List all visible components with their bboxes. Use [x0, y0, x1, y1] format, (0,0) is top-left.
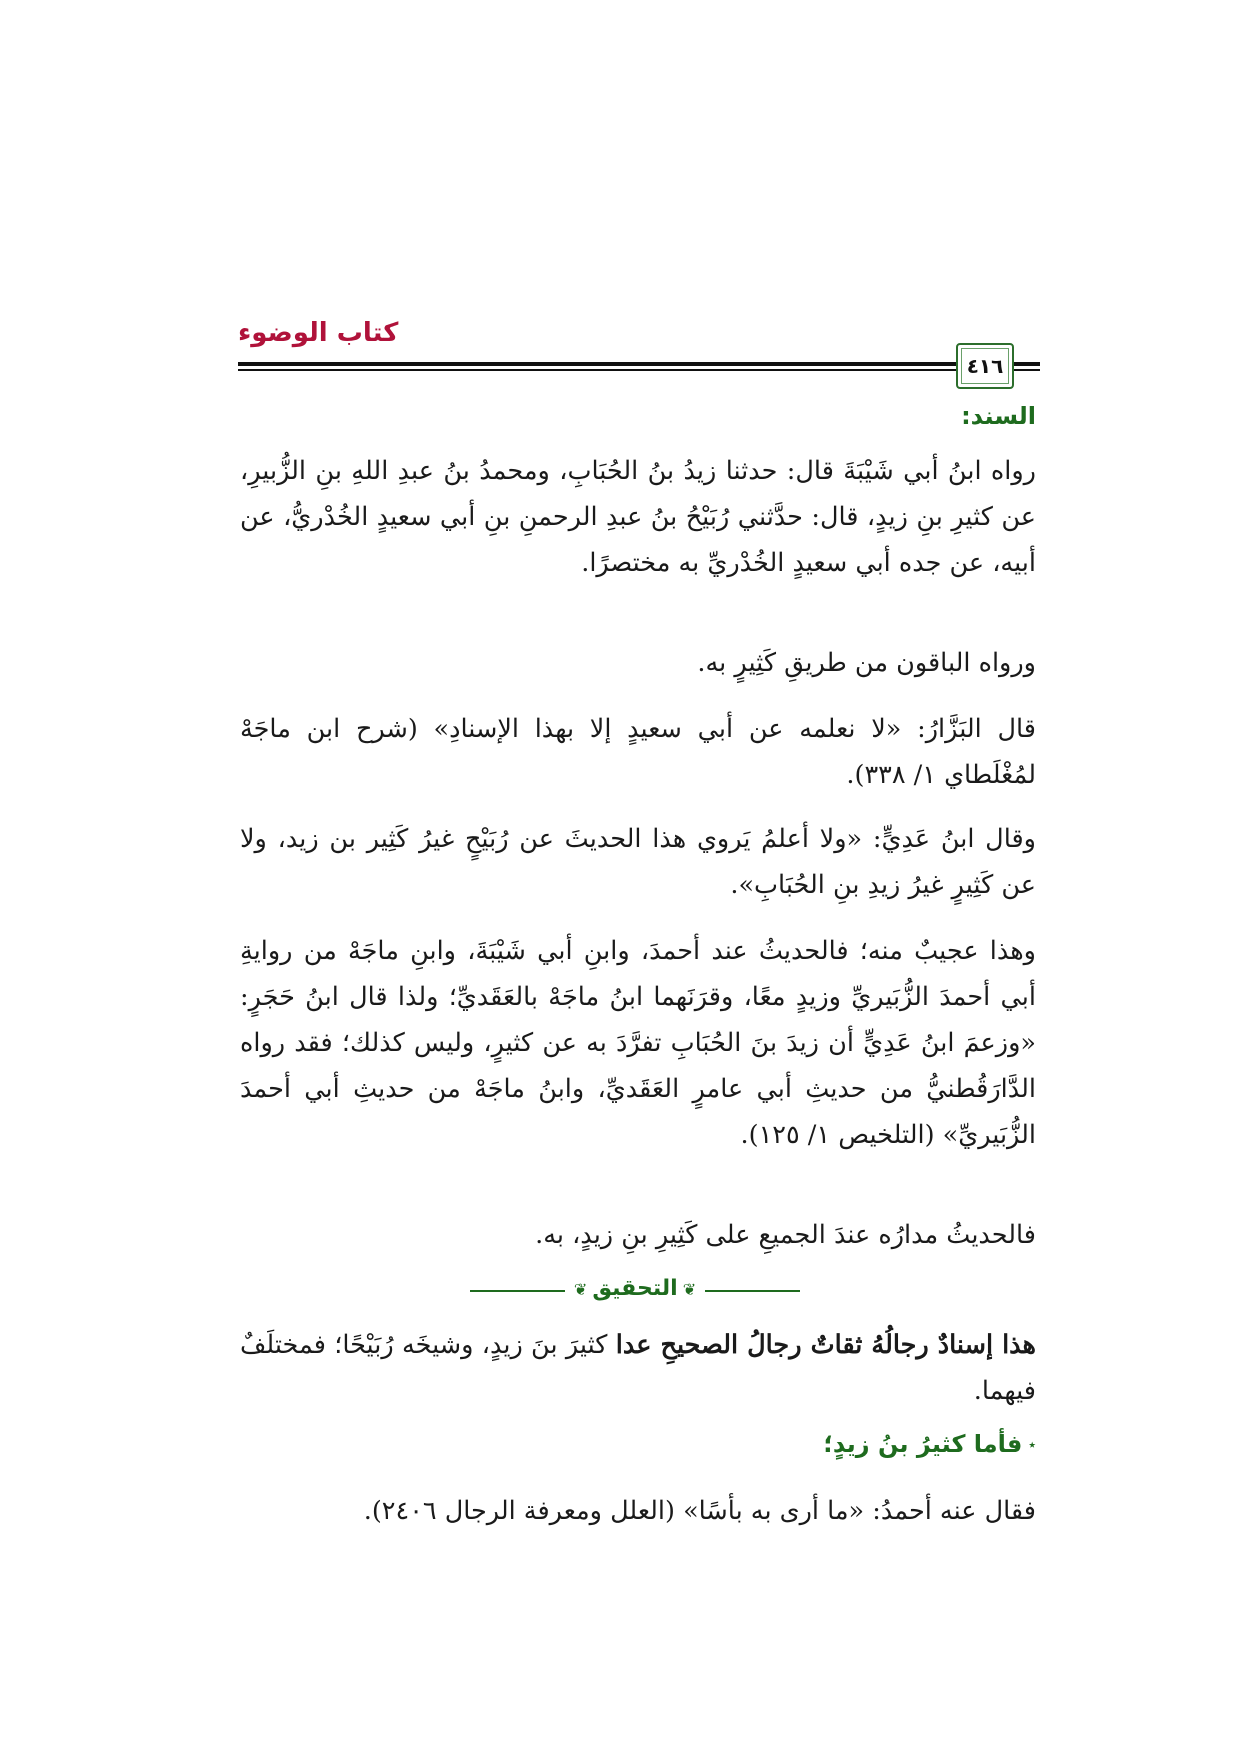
paragraph-2: ورواه الباقون من طريقِ كَثِيرٍ به.: [697, 648, 1036, 678]
paragraph-5: وهذا عجيبٌ منه؛ فالحديثُ عند أحمدَ، وابنِ أبي شَيْبَةَ، وابنِ ماجَهْ من روايةِ أبي أحمدَ الزُّبَيريِّ وزيدٍ معًا، وقرَنَهما ابنُ ماجَهْ بالعَقَديِّ؛ ولذا قال ابنُ حَجَرٍ: «وزعمَ ابنُ عَدِيٍّ أن زيدَ بنَ الحُبَابِ تفرَّدَ به عن كثيرٍ، وليس كذلك؛ فقد رواه الدَّارَقُطنيُّ من حديثِ أبي عامرٍ العَقَديِّ، وابنُ ماجَهْ من حديثِ أبي أحمدَ الزُّبَيريِّ» (التلخيص ١/ ١٢٥).: [240, 936, 1036, 1150]
header-rule-stub-thick: [1014, 362, 1040, 366]
tahqiq-rest: كثيرَ بنَ زيدٍ، وشيخَه رُبَيْحًا؛ فمختلَفٌ فيهما.: [240, 1330, 1036, 1406]
bullet-heading-line: [823, 1430, 1036, 1458]
tahqiq-divider: [470, 1276, 800, 1306]
paragraph-6: فالحديثُ مدارُه عندَ الجميعِ على كَثِيرِ بنِ زيدٍ، به.: [535, 1220, 1036, 1250]
bullet-heading: فأما كثيرُ بنُ زيدٍ؛: [823, 1430, 1023, 1458]
running-title: كتاب الوضوء: [238, 318, 399, 348]
paragraph-4: وقال ابنُ عَدِيٍّ: «ولا أعلمُ يَروي هذا الحديثَ عن رُبَيْحٍ غيرُ كَثِير بن زيد، ولا عن كَثِيرٍ غيرُ زيدِ بنِ الحُبَابِ».: [240, 824, 1036, 900]
ornament-left-icon: ❦: [677, 1280, 697, 1299]
tahqiq-heading-wrap: [470, 1276, 800, 1301]
header-rule-thick: [238, 362, 1036, 366]
page-number-badge: [956, 343, 1014, 389]
header-rule-stub-thin: [1014, 369, 1040, 371]
page-number: ٤١٦: [966, 354, 1004, 378]
last-paragraph: فقال عنه أحمدُ: «ما أرى به بأسًا» (العلل ومعرفة الرجال ٢٤٠٦).: [363, 1496, 1036, 1526]
paragraph-3: قال البَزَّارُ: «لا نعلمه عن أبي سعيدٍ إلا بهذا الإسنادِ» (شرح ابن ماجَهْ لمُغْلَطاي ١/ ٣٣٨).: [240, 714, 1036, 790]
tahqiq-heading: التحقيق: [592, 1276, 678, 1301]
bullet-star-icon: ٭: [1028, 1437, 1036, 1453]
paragraph-1: رواه ابنُ أبي شَيْبَةَ قال: حدثنا زيدُ بنُ الحُبَابِ، ومحمدُ بنُ عبدِ اللهِ بنِ الزُّبيرِ، عن كثيرِ بنِ زيدٍ، قال: حدَّثني رُبَيْحُ بنُ عبدِ الرحمنِ بنِ أبي سعيدٍ الخُدْريُّ، عن أبيه، عن جده أبي سعيدٍ الخُدْريِّ به مختصرًا.: [240, 456, 1036, 578]
ornament-right-icon: ❦: [573, 1280, 593, 1299]
sanad-heading: السند:: [961, 402, 1036, 430]
header-rule-thin: [238, 369, 1036, 371]
tahqiq-paragraph: [240, 1322, 1036, 1414]
tahqiq-bold-part: هذا إسنادٌ رجالُهُ ثقاتٌ رجالُ الصحيحِ عدا: [615, 1330, 1036, 1360]
